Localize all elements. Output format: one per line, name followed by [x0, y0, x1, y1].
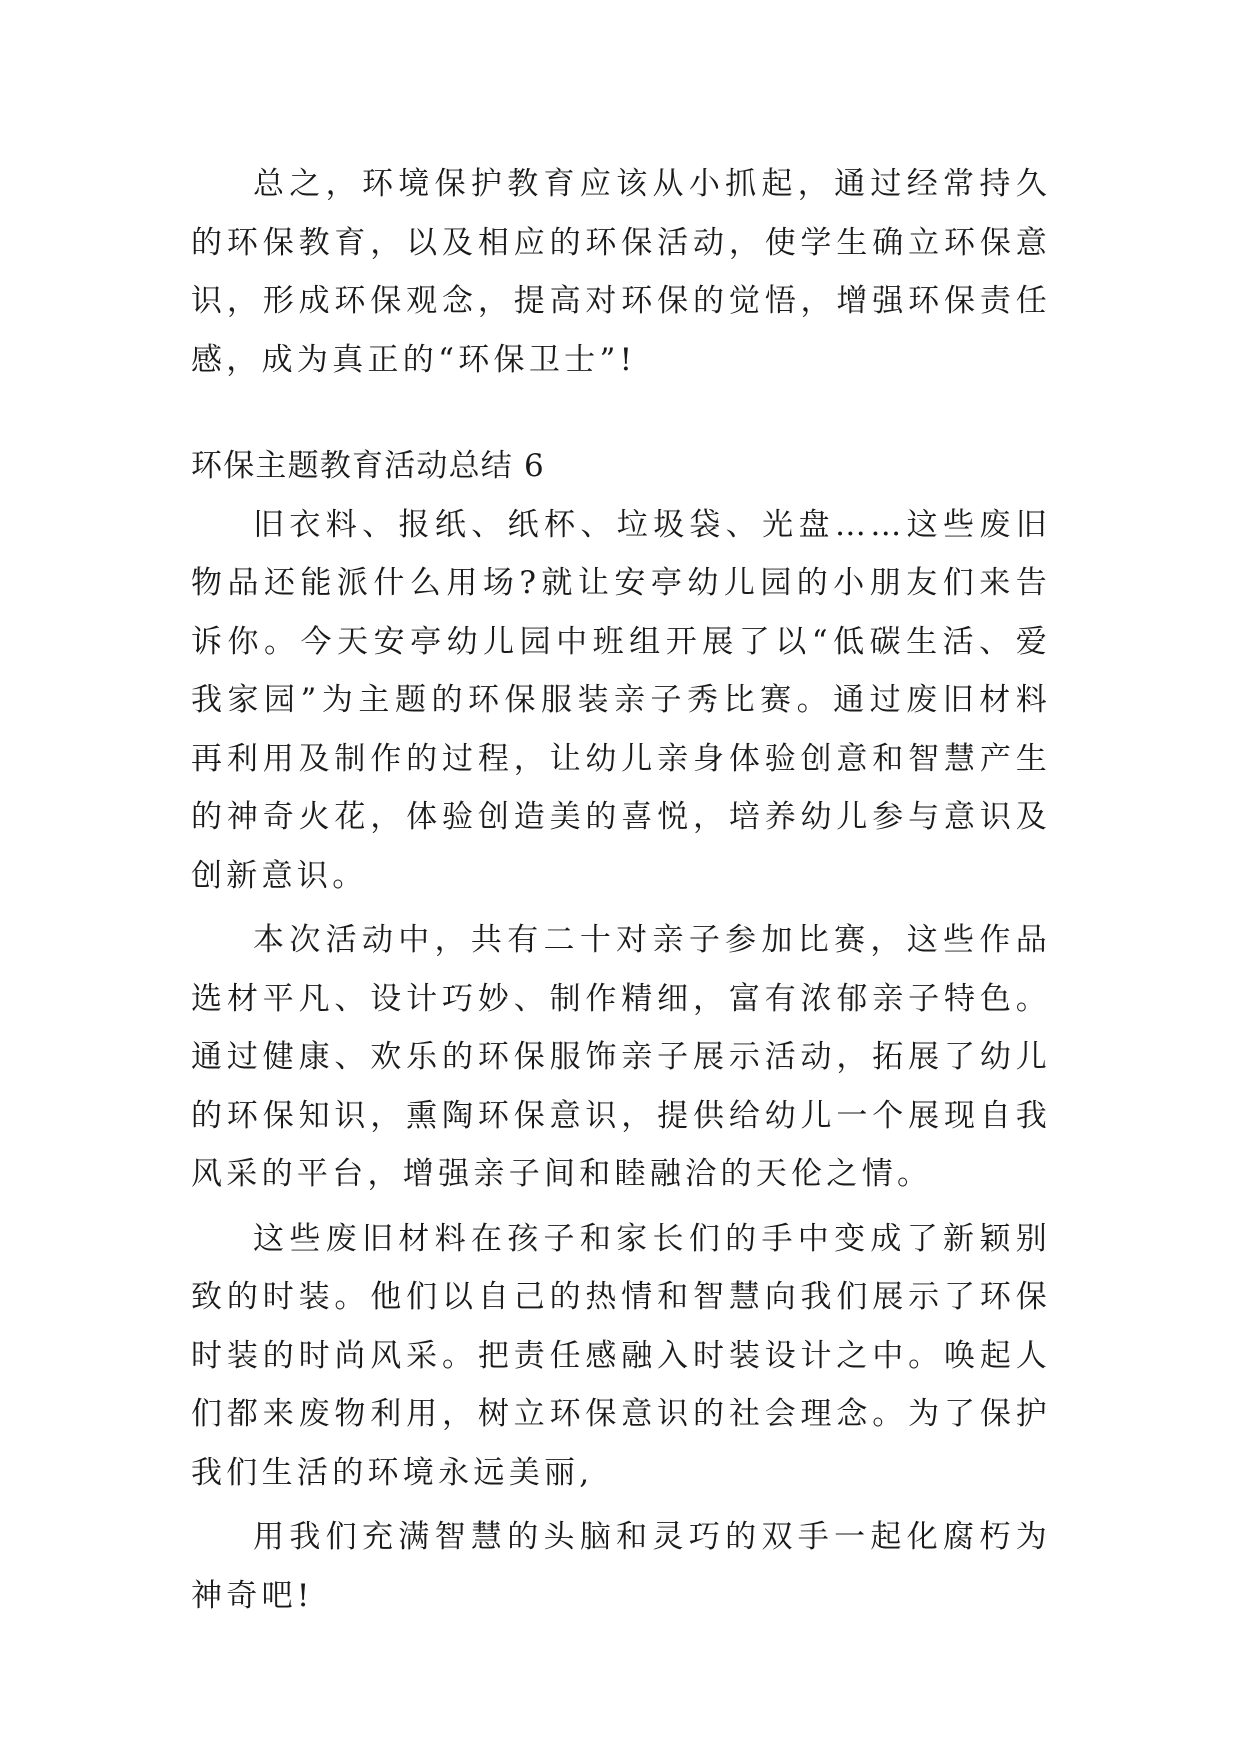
- paragraph-3: 这些废旧材料在孩子和家长们的手中变成了新颖别致的时装。他们以自己的热情和智慧向我们展示了环保时装的时尚风采。把责任感融入时装设计之中。唤起人们都来废物利用，树立环保意识的社会理念。为了保护我们生活的环境永远美丽,: [191, 1220, 1051, 1491]
- paragraph-intro: 总之，环境保护教育应该从小抓起，通过经常持久的环保教育，以及相应的环保活动，使学生确立环保意识，形成环保观念，提高对环保的觉悟，增强环保责任感，成为真正的“环保卫士”!: [191, 166, 1051, 378]
- paragraph-4: 用我们充满智慧的头脑和灵巧的双手一起化腐朽为神奇吧!: [191, 1519, 1051, 1614]
- paragraph-1: 旧衣料、报纸、纸杯、垃圾袋、光盘……这些废旧物品还能派什么用场?就让安亭幼儿园的小朋友们来告诉你。今天安亭幼儿园中班组开展了以“低碳生活、爱我家园”为主题的环保服装亲子秀比赛。通过废旧材料再利用及制作的过程，让幼儿亲身体验创意和智慧产生的神奇火花，体验创造美的喜悦，培养幼儿参与意识及创新意识。: [191, 506, 1051, 894]
- paragraph-2: 本次活动中，共有二十对亲子参加比赛，这些作品选材平凡、设计巧妙、制作精细，富有浓郁亲子特色。通过健康、欢乐的环保服饰亲子展示活动，拓展了幼儿的环保知识，熏陶环保意识，提供给幼儿一个展现自我风采的平台，增强亲子间和睦融洽的天伦之情。: [191, 922, 1051, 1192]
- document-body: [191, 155, 1051, 1625]
- section-heading: 环保主题教育活动总结 6: [191, 448, 545, 484]
